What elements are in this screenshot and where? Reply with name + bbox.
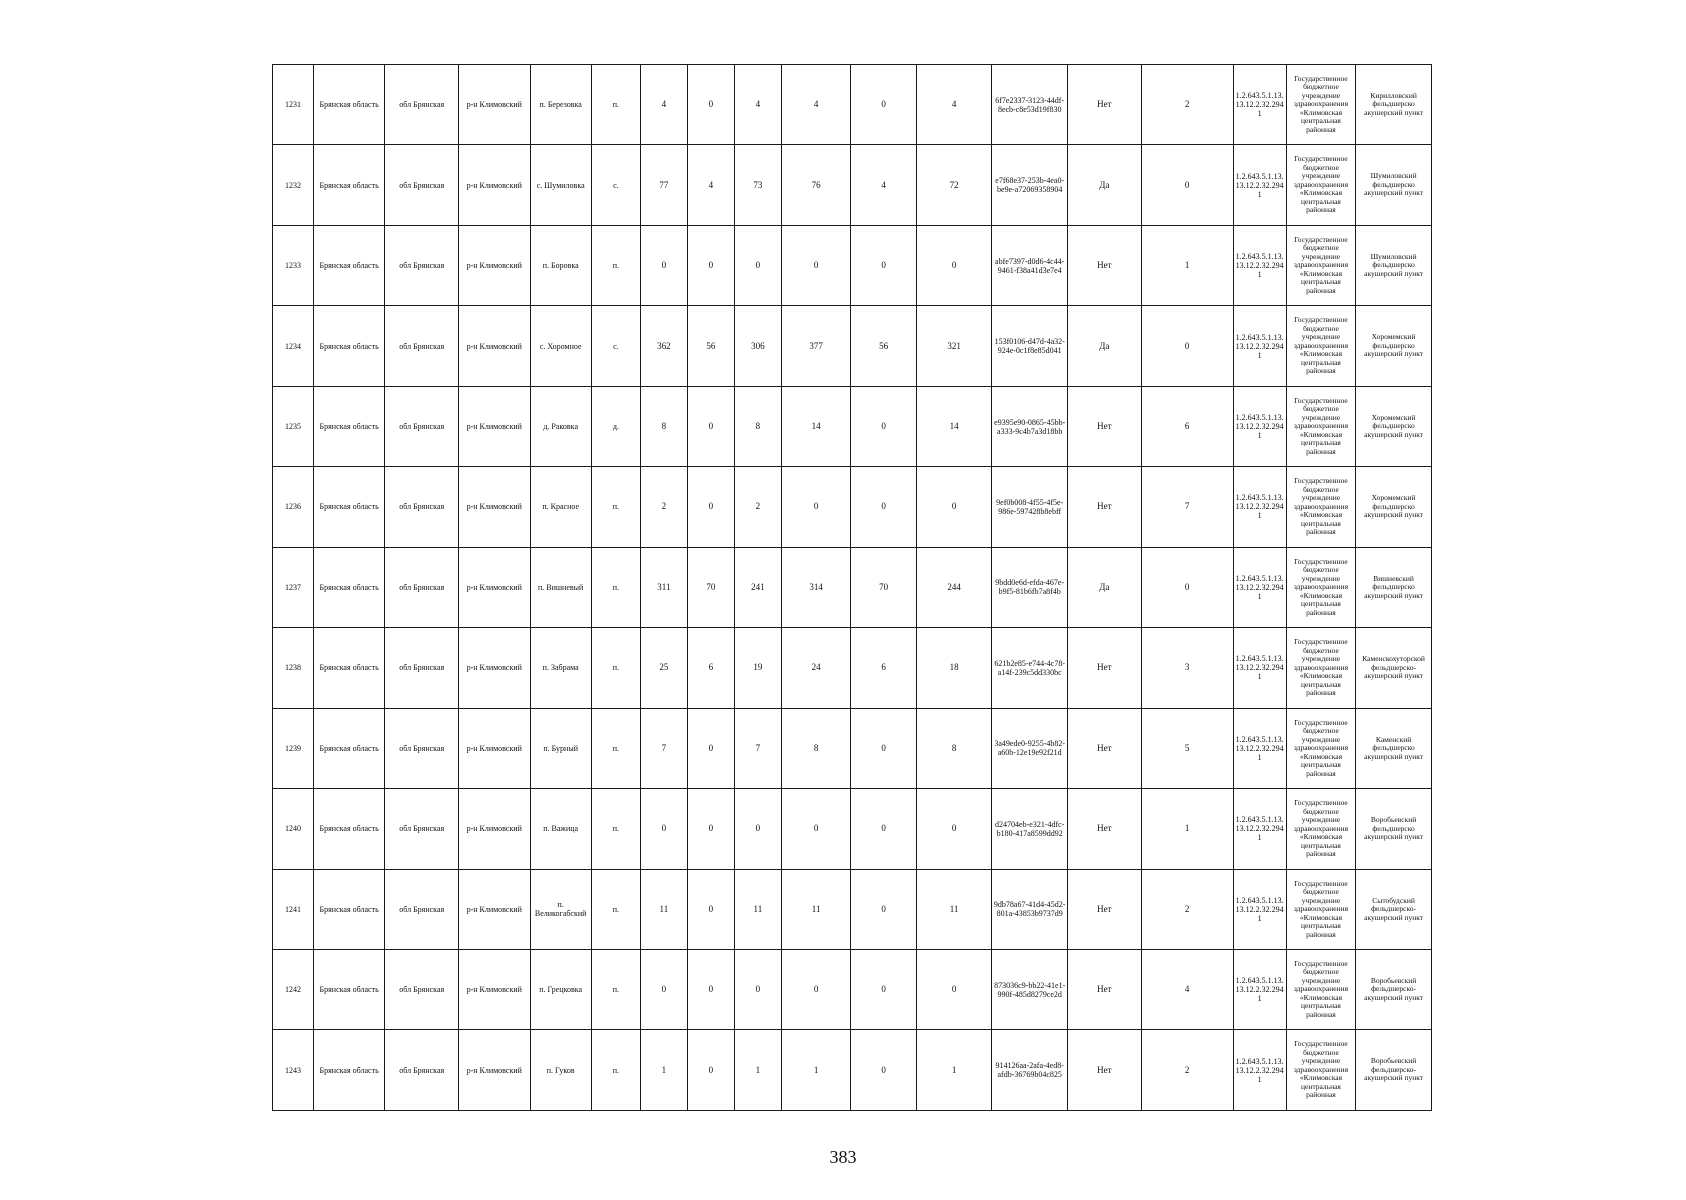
has-facility-cell: Нет xyxy=(1068,789,1142,869)
has-facility-cell: Да xyxy=(1068,547,1142,627)
population-total-2-cell: 0 xyxy=(781,949,850,1029)
district-cell: р-н Климовский xyxy=(458,1030,530,1111)
oblast-cell: обл Брянская xyxy=(385,949,459,1029)
population-total-cell: 0 xyxy=(640,225,687,305)
children-count-cell: 4 xyxy=(687,145,734,225)
has-facility-cell: Нет xyxy=(1068,708,1142,788)
population-total-2-cell: 377 xyxy=(781,306,850,386)
adult-count-cell: 11 xyxy=(734,869,781,949)
children-count-2-cell: 0 xyxy=(851,949,916,1029)
settlement-type-cell: п. xyxy=(591,628,640,708)
oblast-cell: обл Брянская xyxy=(385,306,459,386)
population-total-2-cell: 76 xyxy=(781,145,850,225)
oid-cell: 1.2.643.5.1.13.13.12.2.32.2941 xyxy=(1233,1030,1286,1111)
region-cell: Брянская область xyxy=(313,65,385,145)
row-number: 1231 xyxy=(273,65,314,145)
children-count-cell: 0 xyxy=(687,386,734,466)
adult-count-cell: 1 xyxy=(734,1030,781,1111)
children-count-2-cell: 0 xyxy=(851,789,916,869)
settlement-type-cell: п. xyxy=(591,467,640,547)
population-total-2-cell: 0 xyxy=(781,225,850,305)
table-row xyxy=(273,869,1432,949)
oid-cell: 1.2.643.5.1.13.13.12.2.32.2941 xyxy=(1233,225,1286,305)
oblast-cell: обл Брянская xyxy=(385,628,459,708)
oid-cell: 1.2.643.5.1.13.13.12.2.32.2941 xyxy=(1233,306,1286,386)
oid-cell: 1.2.643.5.1.13.13.12.2.32.2941 xyxy=(1233,869,1286,949)
adult-count-2-cell: 0 xyxy=(916,949,992,1029)
region-cell: Брянская область xyxy=(313,949,385,1029)
district-cell: р-н Климовский xyxy=(458,628,530,708)
oid-cell: 1.2.643.5.1.13.13.12.2.32.2941 xyxy=(1233,789,1286,869)
population-total-2-cell: 314 xyxy=(781,547,850,627)
children-count-cell: 56 xyxy=(687,306,734,386)
children-count-cell: 0 xyxy=(687,949,734,1029)
distance-cell: 1 xyxy=(1141,225,1233,305)
settlement-type-cell: п. xyxy=(591,789,640,869)
settlement-cell: п. Великогабский xyxy=(530,869,591,949)
population-total-cell: 311 xyxy=(640,547,687,627)
population-total-2-cell: 0 xyxy=(781,789,850,869)
region-cell: Брянская область xyxy=(313,467,385,547)
population-total-2-cell: 1 xyxy=(781,1030,850,1111)
settlement-cell: п. Гуков xyxy=(530,1030,591,1111)
table-row xyxy=(273,1030,1432,1111)
adult-count-cell: 0 xyxy=(734,225,781,305)
guid-cell: 621b2e85-e744-4c78-a14f-239c5dd330bc xyxy=(992,628,1068,708)
district-cell: р-н Климовский xyxy=(458,869,530,949)
settlement-cell: п. Важица xyxy=(530,789,591,869)
children-count-cell: 0 xyxy=(687,869,734,949)
region-cell: Брянская область xyxy=(313,225,385,305)
oblast-cell: обл Брянская xyxy=(385,65,459,145)
fap-name-cell: Сытобудский фельдшерско-акушерский пункт xyxy=(1356,869,1432,949)
district-cell: р-н Климовский xyxy=(458,708,530,788)
adult-count-2-cell: 11 xyxy=(916,869,992,949)
children-count-2-cell: 4 xyxy=(851,145,916,225)
fap-name-cell: Вишневский фельдшерско акушерский пункт xyxy=(1356,547,1432,627)
population-total-cell: 25 xyxy=(640,628,687,708)
adult-count-2-cell: 8 xyxy=(916,708,992,788)
district-cell: р-н Климовский xyxy=(458,225,530,305)
guid-cell: 9ef0b008-4f55-4f5e-986e-597428b8ebff xyxy=(992,467,1068,547)
region-cell: Брянская область xyxy=(313,708,385,788)
adult-count-cell: 8 xyxy=(734,386,781,466)
settlement-type-cell: п. xyxy=(591,1030,640,1111)
adult-count-cell: 73 xyxy=(734,145,781,225)
fap-name-cell: Шумиловский фельдшерско акушерский пункт xyxy=(1356,145,1432,225)
population-total-cell: 362 xyxy=(640,306,687,386)
has-facility-cell: Нет xyxy=(1068,386,1142,466)
organization-cell: Государственное бюджетное учреждение здравоохранения «Климовская центральная районная xyxy=(1286,306,1355,386)
children-count-2-cell: 70 xyxy=(851,547,916,627)
oblast-cell: обл Брянская xyxy=(385,547,459,627)
children-count-cell: 0 xyxy=(687,467,734,547)
population-total-cell: 0 xyxy=(640,789,687,869)
oid-cell: 1.2.643.5.1.13.13.12.2.32.2941 xyxy=(1233,628,1286,708)
children-count-2-cell: 0 xyxy=(851,225,916,305)
oblast-cell: обл Брянская xyxy=(385,386,459,466)
population-total-cell: 4 xyxy=(640,65,687,145)
region-cell: Брянская область xyxy=(313,869,385,949)
district-cell: р-н Климовский xyxy=(458,467,530,547)
settlement-table xyxy=(272,64,1432,1111)
fap-name-cell: Хоромемский фельдшерско акушерский пункт xyxy=(1356,306,1432,386)
district-cell: р-н Климовский xyxy=(458,949,530,1029)
guid-cell: 153f0106-d47d-4a32-924e-0c1f8e85d041 xyxy=(992,306,1068,386)
table-row xyxy=(273,789,1432,869)
district-cell: р-н Климовский xyxy=(458,386,530,466)
row-number: 1242 xyxy=(273,949,314,1029)
district-cell: р-н Климовский xyxy=(458,547,530,627)
has-facility-cell: Нет xyxy=(1068,65,1142,145)
distance-cell: 6 xyxy=(1141,386,1233,466)
population-total-2-cell: 4 xyxy=(781,65,850,145)
guid-cell: e9395e90-0865-45bb-a333-9c4b7a3d18bb xyxy=(992,386,1068,466)
oblast-cell: обл Брянская xyxy=(385,225,459,305)
region-cell: Брянская область xyxy=(313,628,385,708)
guid-cell: 3a49ede0-9255-4b82-a60b-12e19e92f21d xyxy=(992,708,1068,788)
distance-cell: 2 xyxy=(1141,1030,1233,1111)
settlement-cell: с. Шумиловка xyxy=(530,145,591,225)
children-count-cell: 0 xyxy=(687,789,734,869)
settlement-cell: с. Хоромное xyxy=(530,306,591,386)
table-row xyxy=(273,225,1432,305)
adult-count-2-cell: 0 xyxy=(916,789,992,869)
table-row xyxy=(273,386,1432,466)
population-total-cell: 1 xyxy=(640,1030,687,1111)
adult-count-cell: 0 xyxy=(734,949,781,1029)
organization-cell: Государственное бюджетное учреждение здравоохранения «Климовская центральная районная xyxy=(1286,467,1355,547)
distance-cell: 0 xyxy=(1141,306,1233,386)
settlement-cell: п. Красное xyxy=(530,467,591,547)
settlement-cell: п. Грецковка xyxy=(530,949,591,1029)
children-count-cell: 0 xyxy=(687,708,734,788)
children-count-2-cell: 56 xyxy=(851,306,916,386)
adult-count-2-cell: 321 xyxy=(916,306,992,386)
settlement-type-cell: п. xyxy=(591,225,640,305)
oid-cell: 1.2.643.5.1.13.13.12.2.32.2941 xyxy=(1233,386,1286,466)
oid-cell: 1.2.643.5.1.13.13.12.2.32.2941 xyxy=(1233,467,1286,547)
district-cell: р-н Климовский xyxy=(458,65,530,145)
oblast-cell: обл Брянская xyxy=(385,708,459,788)
distance-cell: 4 xyxy=(1141,949,1233,1029)
table-row xyxy=(273,145,1432,225)
settlement-type-cell: с. xyxy=(591,145,640,225)
distance-cell: 3 xyxy=(1141,628,1233,708)
table-row xyxy=(273,467,1432,547)
guid-cell: d24704eb-e321-4dfc-b180-417a8599dd92 xyxy=(992,789,1068,869)
table-row xyxy=(273,306,1432,386)
has-facility-cell: Да xyxy=(1068,145,1142,225)
adult-count-2-cell: 14 xyxy=(916,386,992,466)
organization-cell: Государственное бюджетное учреждение здравоохранения «Климовская центральная районная xyxy=(1286,386,1355,466)
fap-name-cell: Хоромемский фельдшерско акушерский пункт xyxy=(1356,467,1432,547)
children-count-2-cell: 0 xyxy=(851,1030,916,1111)
has-facility-cell: Нет xyxy=(1068,869,1142,949)
population-total-2-cell: 8 xyxy=(781,708,850,788)
table-row xyxy=(273,949,1432,1029)
adult-count-2-cell: 72 xyxy=(916,145,992,225)
fap-name-cell: Воробьевский фельдшерско-акушерский пункт xyxy=(1356,949,1432,1029)
population-total-cell: 0 xyxy=(640,949,687,1029)
row-number: 1235 xyxy=(273,386,314,466)
table-row xyxy=(273,65,1432,145)
population-total-2-cell: 11 xyxy=(781,869,850,949)
distance-cell: 2 xyxy=(1141,65,1233,145)
oid-cell: 1.2.643.5.1.13.13.12.2.32.2941 xyxy=(1233,145,1286,225)
adult-count-2-cell: 0 xyxy=(916,467,992,547)
guid-cell: 9db78a67-41d4-45d2-801a-43853b9737d9 xyxy=(992,869,1068,949)
row-number: 1232 xyxy=(273,145,314,225)
oid-cell: 1.2.643.5.1.13.13.12.2.32.2941 xyxy=(1233,949,1286,1029)
row-number: 1239 xyxy=(273,708,314,788)
guid-cell: abfe7397-d0d6-4c44-9461-f38a41d3e7e4 xyxy=(992,225,1068,305)
adult-count-2-cell: 4 xyxy=(916,65,992,145)
settlement-cell: п. Бурный xyxy=(530,708,591,788)
organization-cell: Государственное бюджетное учреждение здравоохранения «Климовская центральная районная xyxy=(1286,145,1355,225)
fap-name-cell: Воробьевский фельдшерско-акушерский пункт xyxy=(1356,1030,1432,1111)
population-total-cell: 2 xyxy=(640,467,687,547)
oblast-cell: обл Брянская xyxy=(385,145,459,225)
oblast-cell: обл Брянская xyxy=(385,1030,459,1111)
children-count-cell: 0 xyxy=(687,1030,734,1111)
children-count-cell: 6 xyxy=(687,628,734,708)
oid-cell: 1.2.643.5.1.13.13.12.2.32.2941 xyxy=(1233,547,1286,627)
row-number: 1240 xyxy=(273,789,314,869)
settlement-cell: п. Забрама xyxy=(530,628,591,708)
distance-cell: 2 xyxy=(1141,869,1233,949)
children-count-2-cell: 0 xyxy=(851,869,916,949)
adult-count-cell: 2 xyxy=(734,467,781,547)
guid-cell: e7f68e37-253b-4ea0-be9e-a72069358904 xyxy=(992,145,1068,225)
oid-cell: 1.2.643.5.1.13.13.12.2.32.2941 xyxy=(1233,708,1286,788)
has-facility-cell: Нет xyxy=(1068,628,1142,708)
region-cell: Брянская область xyxy=(313,1030,385,1111)
row-number: 1237 xyxy=(273,547,314,627)
settlement-cell: д. Раковка xyxy=(530,386,591,466)
oid-cell: 1.2.643.5.1.13.13.12.2.32.2941 xyxy=(1233,65,1286,145)
oblast-cell: обл Брянская xyxy=(385,467,459,547)
row-number: 1238 xyxy=(273,628,314,708)
distance-cell: 1 xyxy=(1141,789,1233,869)
row-number: 1241 xyxy=(273,869,314,949)
table-row xyxy=(273,708,1432,788)
distance-cell: 7 xyxy=(1141,467,1233,547)
has-facility-cell: Да xyxy=(1068,306,1142,386)
district-cell: р-н Климовский xyxy=(458,145,530,225)
table-row xyxy=(273,628,1432,708)
row-number: 1234 xyxy=(273,306,314,386)
settlement-type-cell: д. xyxy=(591,386,640,466)
has-facility-cell: Нет xyxy=(1068,949,1142,1029)
settlement-cell: п. Вишневый xyxy=(530,547,591,627)
settlement-type-cell: с. xyxy=(591,306,640,386)
settlement-type-cell: п. xyxy=(591,708,640,788)
adult-count-2-cell: 18 xyxy=(916,628,992,708)
organization-cell: Государственное бюджетное учреждение здравоохранения «Климовская центральная районная xyxy=(1286,708,1355,788)
organization-cell: Государственное бюджетное учреждение здравоохранения «Климовская центральная районная xyxy=(1286,547,1355,627)
table-row xyxy=(273,547,1432,627)
population-total-cell: 8 xyxy=(640,386,687,466)
row-number: 1243 xyxy=(273,1030,314,1111)
settlement-cell: п. Боровка xyxy=(530,225,591,305)
guid-cell: 873036c9-bb22-41e1-990f-485d8279ce2d xyxy=(992,949,1068,1029)
row-number: 1233 xyxy=(273,225,314,305)
population-total-2-cell: 0 xyxy=(781,467,850,547)
children-count-cell: 0 xyxy=(687,65,734,145)
organization-cell: Государственное бюджетное учреждение здравоохранения «Климовская центральная районная xyxy=(1286,65,1355,145)
adult-count-cell: 0 xyxy=(734,789,781,869)
population-total-cell: 7 xyxy=(640,708,687,788)
settlement-cell: п. Березовка xyxy=(530,65,591,145)
settlement-type-cell: п. xyxy=(591,547,640,627)
fap-name-cell: Хоромемский фельдшерско акушерский пункт xyxy=(1356,386,1432,466)
adult-count-cell: 241 xyxy=(734,547,781,627)
adult-count-cell: 306 xyxy=(734,306,781,386)
guid-cell: 6f7e2337-3123-44df-8ecb-c8e53d19f830 xyxy=(992,65,1068,145)
distance-cell: 0 xyxy=(1141,145,1233,225)
settlement-type-cell: п. xyxy=(591,949,640,1029)
region-cell: Брянская область xyxy=(313,547,385,627)
population-total-2-cell: 24 xyxy=(781,628,850,708)
children-count-2-cell: 0 xyxy=(851,467,916,547)
fap-name-cell: Каменскохуторской фельдшерско-акушерский пункт xyxy=(1356,628,1432,708)
oblast-cell: обл Брянская xyxy=(385,869,459,949)
fap-name-cell: Шумиловский фельдшерско акушерский пункт xyxy=(1356,225,1432,305)
region-cell: Брянская область xyxy=(313,145,385,225)
children-count-cell: 70 xyxy=(687,547,734,627)
fap-name-cell: Каменский фельдшерско акушерский пункт xyxy=(1356,708,1432,788)
adult-count-cell: 7 xyxy=(734,708,781,788)
organization-cell: Государственное бюджетное учреждение здравоохранения «Климовская центральная районная xyxy=(1286,1030,1355,1111)
district-cell: р-н Климовский xyxy=(458,789,530,869)
settlement-type-cell: п. xyxy=(591,65,640,145)
has-facility-cell: Нет xyxy=(1068,1030,1142,1111)
population-total-2-cell: 14 xyxy=(781,386,850,466)
page-number: 383 xyxy=(829,1147,857,1167)
children-count-2-cell: 0 xyxy=(851,386,916,466)
guid-cell: 9bdd0e6d-efda-467e-b9f5-81b6fb7a8f4b xyxy=(992,547,1068,627)
region-cell: Брянская область xyxy=(313,306,385,386)
population-total-cell: 11 xyxy=(640,869,687,949)
children-count-2-cell: 6 xyxy=(851,628,916,708)
settlement-type-cell: п. xyxy=(591,869,640,949)
adult-count-2-cell: 0 xyxy=(916,225,992,305)
adult-count-cell: 19 xyxy=(734,628,781,708)
organization-cell: Государственное бюджетное учреждение здравоохранения «Климовская центральная районная xyxy=(1286,789,1355,869)
guid-cell: 914126aa-2afa-4ed8-afdb-36769b04c825 xyxy=(992,1030,1068,1111)
district-cell: р-н Климовский xyxy=(458,306,530,386)
table-body xyxy=(273,65,1432,1111)
region-cell: Брянская область xyxy=(313,789,385,869)
has-facility-cell: Нет xyxy=(1068,225,1142,305)
oblast-cell: обл Брянская xyxy=(385,789,459,869)
adult-count-cell: 4 xyxy=(734,65,781,145)
organization-cell: Государственное бюджетное учреждение здравоохранения «Климовская центральная районная xyxy=(1286,225,1355,305)
fap-name-cell: Воробьевский фельдшерско акушерский пункт xyxy=(1356,789,1432,869)
region-cell: Брянская область xyxy=(313,386,385,466)
children-count-cell: 0 xyxy=(687,225,734,305)
children-count-2-cell: 0 xyxy=(851,65,916,145)
adult-count-2-cell: 244 xyxy=(916,547,992,627)
adult-count-2-cell: 1 xyxy=(916,1030,992,1111)
children-count-2-cell: 0 xyxy=(851,708,916,788)
fap-name-cell: Кирилловский фельдшерско акушерский пункт xyxy=(1356,65,1432,145)
has-facility-cell: Нет xyxy=(1068,467,1142,547)
organization-cell: Государственное бюджетное учреждение здравоохранения «Климовская центральная районная xyxy=(1286,949,1355,1029)
organization-cell: Государственное бюджетное учреждение здравоохранения «Климовская центральная районная xyxy=(1286,628,1355,708)
organization-cell: Государственное бюджетное учреждение здравоохранения «Климовская центральная районная xyxy=(1286,869,1355,949)
distance-cell: 0 xyxy=(1141,547,1233,627)
row-number: 1236 xyxy=(273,467,314,547)
distance-cell: 5 xyxy=(1141,708,1233,788)
population-total-cell: 77 xyxy=(640,145,687,225)
